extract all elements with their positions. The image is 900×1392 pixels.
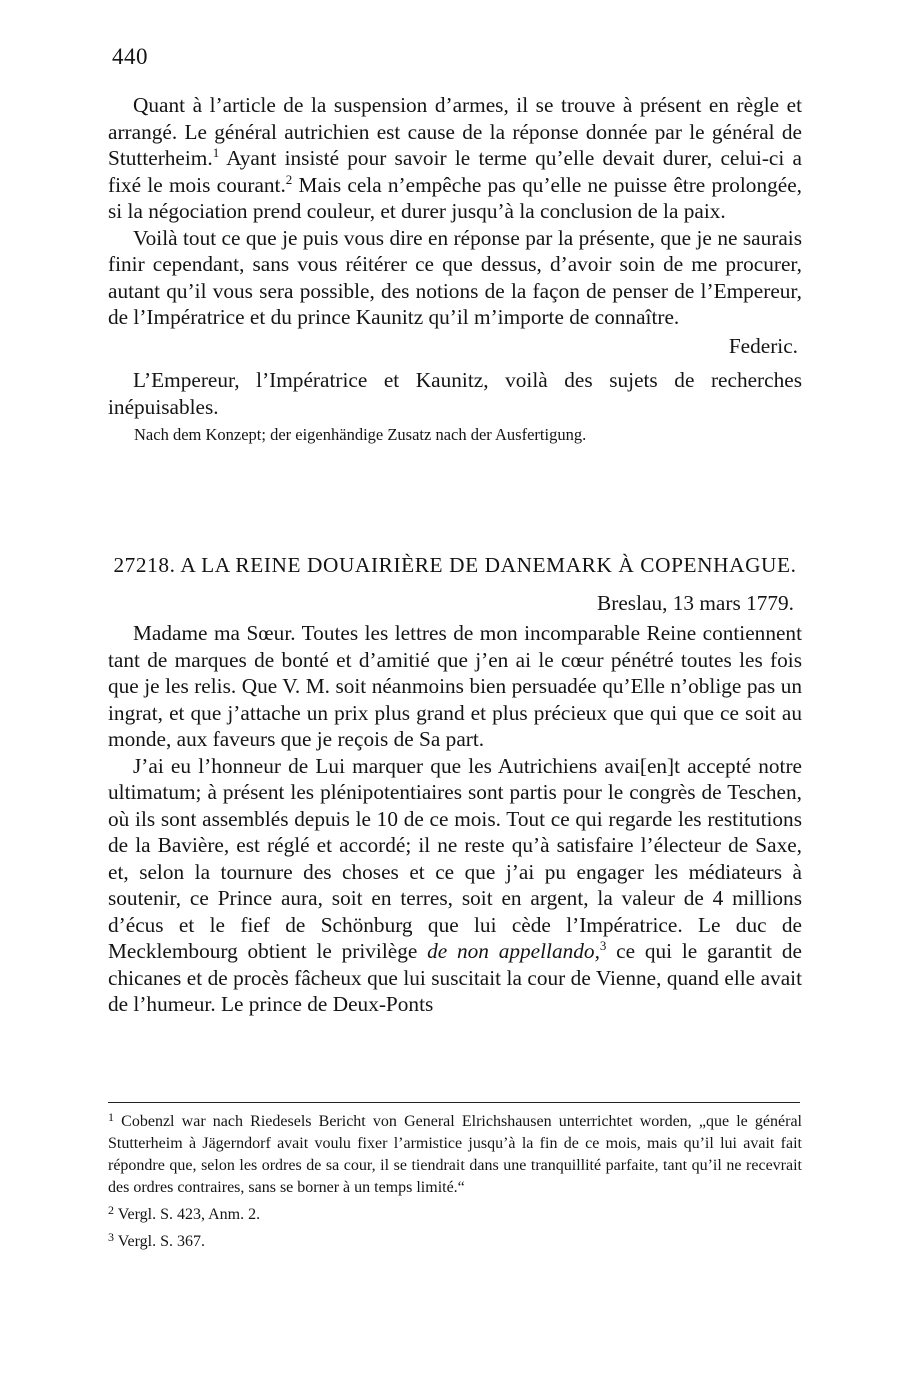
- paragraph-text: ce qui le garantit de chicanes et de procès fâcheux que lui suscitait la cour de Vienne, quand elle avait de l’humeur. Le prince de Deux-Ponts: [108, 939, 802, 1016]
- paragraph-closing: Voilà tout ce que je puis vous dire en réponse par la présente, que je ne saurais finir cependant, sans vous réitérer ce que dessus, d’avoir soin de me procurer, autant qu’il vous sera possible, des notions de la façon de penser de l’Empereur, de l’Impératrice et du prince Kaunitz qu’il m’importe de connaître.: [108, 225, 802, 329]
- letter-27218: [108, 552, 802, 1018]
- source-note: Nach dem Konzept; der eigenhändige Zusatz nach der Ausfertigung.: [134, 425, 587, 444]
- footnote-divider: [108, 1102, 800, 1103]
- footnote-3: [108, 1226, 802, 1253]
- footnote-ref-1[interactable]: 1: [212, 145, 220, 160]
- footnote-ref-3[interactable]: 3: [599, 938, 607, 953]
- footnote-text: Cobenzl war nach Riedesels Bericht von General Elrichshausen unterrichtet worden, „que le général Stutterheim à Jägerndorf avait voulu fixer l’armistice jusqu’à la fin de ce mois, mais qu’il lui avait fait répondre que, selon les ordres de sa cour, il se tiendrait dans une tranquillité parfaite, tant qu’il ne recevrait des ordres contraires, sans se borner à un temps limité.“: [108, 1113, 803, 1196]
- paragraph-text: Mais cela n’empêche pas qu’elle ne puisse être prolongée, si la négociation prend couleur, et durer jusqu’à la conclusion de la paix.: [108, 172, 802, 223]
- dateline: Breslau, 13 mars 1779.: [597, 590, 794, 615]
- footnote-mark: 1: [108, 1110, 114, 1124]
- footnote-text: Vergl. S. 423, Anm. 2.: [117, 1206, 261, 1223]
- footnote-ref-2[interactable]: 2: [285, 171, 293, 187]
- latin-phrase: de non appellando,: [427, 939, 600, 963]
- letter-heading: 27218. A LA REINE DOUAIRIÈRE DE DANEMARK À COPENHAGUE.: [113, 553, 797, 577]
- page-number: 440: [112, 44, 148, 69]
- signature: Federic.: [728, 333, 798, 358]
- footnote-2: [108, 1199, 802, 1226]
- paragraph-text: J’ai eu l’honneur de Lui marquer que les Autrichiens avai[en]t accepté notre ultimatum; à présent les plénipotentiaires sont partis pour le congrès de Teschen, où ils sont assemblés depuis le 10 de ce mois. Tout ce qui regarde les restitutions de la Bavière, est réglé et accordé; il ne reste qu’à satisfaire l’électeur de Saxe, et, selon la tournure des choses et ce que j’ai pu engager les médiateurs à soutenir, ce Prince aura, soit en terres, soit en argent, la valeur de 4 millions d’écus et le fief de Schönburg que lui cède l’Impératrice. Le duc de Mecklembourg obtient le privilège: [108, 753, 802, 963]
- paragraph-text: Quant à l’article de la suspension d’armes, il se trouve à présent en règle et arrangé. Le général autrichien est cause de la réponse donnée par le général de Stutterheim.: [108, 93, 802, 170]
- footnote-text: Vergl. S. 367.: [117, 1233, 205, 1250]
- paragraph-salutation: Madame ma Sœur. Toutes les lettres de mon incomparable Reine contiennent tant de marques de bonté et d’amitié que j’en ai le cœur pénétré toutes les fois que je les relis. Que V. M. soit néanmoins bien persuadée qu’Elle n’oblige pas un ingrat, et que j’attache un prix plus grand et plus précieux que qui que ce soit au monde, aux faveurs que je reçois de Sa part.: [108, 621, 802, 751]
- footnote-mark: 2: [108, 1203, 114, 1217]
- letter-continuation: [108, 92, 802, 446]
- footnote-mark: 3: [108, 1230, 114, 1244]
- paragraph-armistice: [108, 92, 802, 225]
- paragraph-congress: [108, 753, 802, 1018]
- footnote-1: [108, 1106, 802, 1199]
- postscript: L’Empereur, l’Impératrice et Kaunitz, voilà des sujets de recherches inépuisables.: [108, 368, 802, 419]
- footnotes: [108, 1106, 802, 1253]
- paragraph-text: Ayant insisté pour savoir le terme qu’elle devait durer, celui-ci a fixé le mois courant.: [108, 146, 802, 197]
